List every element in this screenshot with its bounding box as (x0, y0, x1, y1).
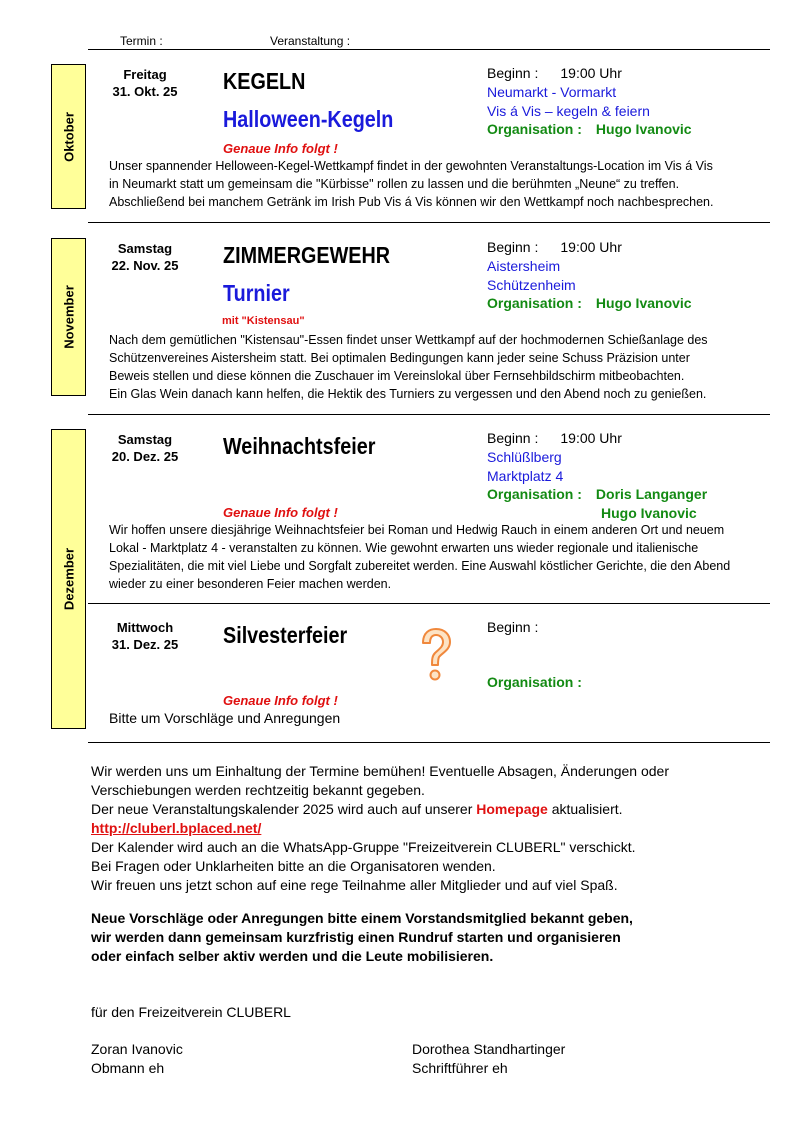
club-line: für den Freizeitverein CLUBERL (91, 1004, 291, 1020)
event-date: Freitag 31. Okt. 25 (112, 67, 178, 99)
event-begin: Beginn : 19:00 Uhr (487, 239, 622, 255)
footer-text: Wir werden uns um Einhaltung der Termine bemühen! Eventuelle Absagen, Änderungen oder Verschiebungen werden rechtzeitig bekannt gegeben. Der neue Veranstaltungskalender 2025 wird auch auf unserer Homepage aktualisiert. http://cluberl.bplaced.net/ Der Kalender wird auch an die WhatsApp-Gruppe "Freizeitverein CLUBERL" verschickt. Bei Fragen oder Unklarheiten bitte an die Organisatoren wenden. Wir freuen uns jetzt schon auf eine rege Teilnahme aller Mitglieder und auf viel Spaß. (91, 763, 669, 893)
event-begin: Beginn : 19:00 Uhr (487, 430, 622, 446)
event-description: Bitte um Vorschläge und Anregungen (109, 710, 341, 726)
event-begin: Beginn : 19:00 Uhr (487, 65, 622, 81)
column-header-event: Veranstaltung : (270, 34, 351, 48)
event-location: Schlüßlberg (487, 449, 562, 465)
event-location: Neumarkt - Vormarkt (487, 84, 617, 100)
event-organisation: Organisation : Doris Langanger (487, 486, 708, 502)
column-header-date: Termin : (120, 34, 163, 48)
month-label-dezember: Dezember (51, 429, 86, 729)
event-date: Samstag 22. Nov. 25 (111, 241, 179, 273)
signature-obmann: Zoran Ivanovic Obmann eh (91, 1041, 183, 1076)
event-title: Silvesterfeier (223, 622, 348, 648)
divider (88, 49, 770, 50)
event-title: Weihnachtsfeier (223, 433, 376, 459)
event-note: Genaue Info folgt ! (223, 693, 338, 708)
question-mark-icon (418, 626, 454, 684)
event-date: Mittwoch 31. Dez. 25 (111, 620, 179, 652)
event-venue: Schützenheim (487, 277, 576, 293)
event-note: Genaue Info folgt ! (223, 505, 338, 520)
event-description: Nach dem gemütlichen "Kistensau"-Essen findet unser Wettkampf auf der hochmodernen Schießanlage des Schützenvereines Aistersheim statt. Bei optimalen Bedingungen kann jeder seine Schuss Präzision unter Beweis stellen und diese können die Zuschauer im Vereinslokal über Fernsehbildschirm mitbeobachten. Ein Glas Wein danach kann helfen, die Hektik des Turniers zu vergessen und den Abend noch zu genießen. (109, 333, 708, 401)
event-begin: Beginn : (487, 619, 539, 635)
event-note: mit "Kistensau" (222, 315, 305, 327)
divider (88, 414, 770, 415)
event-venue: Marktplatz 4 (487, 468, 564, 484)
event-location: Aistersheim (487, 258, 561, 274)
signature-schriftfuehrer: Dorothea Standhartinger Schriftführer eh (412, 1041, 566, 1076)
event-organisation: Organisation : (487, 674, 582, 690)
month-label-oktober: Oktober (51, 64, 86, 209)
divider (88, 603, 770, 604)
event-description: Wir hoffen unsere diesjährige Weihnachtsfeier bei Roman und Hedwig Rauch in einem anderen Ort und neuem Lokal - Marktplatz 4 - veranstalten zu können. Wie gewohnt erwarten uns wieder regionale und italienische Spezialitäten, die mit viel Liebe und Sorgfalt zubereitet werden. Eine Auswahl köstlicher Gerichte, die den Abend wieder zu einer besonderen Feier machen werden. (109, 523, 731, 591)
homepage-word: Homepage (476, 801, 548, 817)
month-label-november: November (51, 238, 86, 396)
homepage-link[interactable]: http://cluberl.bplaced.net/ (91, 820, 262, 836)
event-organisation: Organisation : Hugo Ivanovic (487, 295, 692, 311)
event-venue: Vis á Vis – kegeln & feiern (487, 103, 650, 119)
event-subtitle: Turnier (223, 280, 290, 306)
event-organisation: Organisation : Hugo Ivanovic (487, 121, 692, 137)
event-date: Samstag 20. Dez. 25 (111, 432, 179, 464)
divider (88, 742, 770, 743)
event-description: Unser spannender Helloween-Kegel-Wettkampf findet in der gewohnten Veranstaltungs-Location im Vis á Vis in Neumarkt statt um gemeinsam die "Kürbisse" rollen zu lassen und die berühmten „Neune“ zu treffen. Abschließend bei manchem Getränk im Irish Pub Vis á Vis können wir den Wettkampf noch nachbesprechen. (109, 159, 714, 209)
event-organisation-second: Hugo Ivanovic (601, 505, 697, 521)
event-title: ZIMMERGEWEHR (223, 242, 391, 268)
event-title: KEGELN (223, 68, 306, 94)
event-subtitle: Halloween-Kegeln (223, 106, 394, 132)
divider (88, 222, 770, 223)
event-note: Genaue Info folgt ! (223, 141, 338, 156)
footer-bold-text: Neue Vorschläge oder Anregungen bitte einem Vorstandsmitglied bekannt geben, wir werden dann gemeinsam kurzfristig einen Rundruf starten und organisieren oder einfach selber aktiv werden und die Leute mobilisieren. (91, 910, 633, 964)
